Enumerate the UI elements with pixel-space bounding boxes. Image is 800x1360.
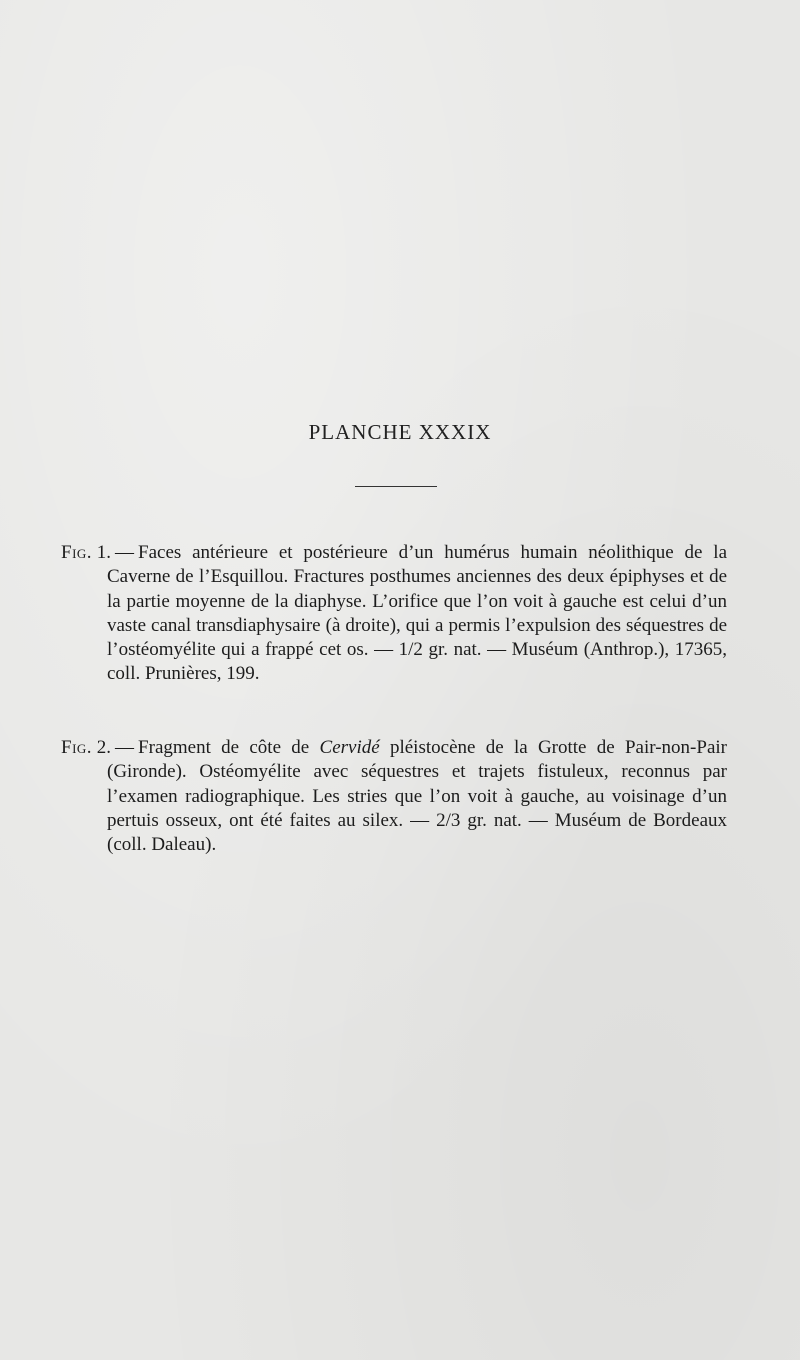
figure-number-2: 2. xyxy=(96,737,112,758)
figure-number-1: 1. xyxy=(96,542,112,563)
figure-label-1 xyxy=(61,541,111,565)
figure-label-2 xyxy=(61,736,111,760)
plate-title: PLANCHE XXXIX xyxy=(308,420,492,444)
figure-label-text-1: Fig. xyxy=(61,542,93,563)
figure-label-text-2: Fig. xyxy=(61,737,93,758)
figure-taxon-italic: Cervidé xyxy=(319,737,380,758)
figure-dash-1: — xyxy=(115,542,135,563)
figure-text-1: Faces antérieure et postérieure d’un humérus humain néolithique de la Caverne de l’Esquillou. Fractures posthumes anciennes des deux épiphyses et de la partie moyenne de la diaphyse. L’orifice que l’on voit à gauche est celui d’un vaste canal transdiaphysaire (à droite), qui a permis l’expulsion des séquestres de l’ostéomyélite qui a frappé cet os. — 1/2 gr. nat. — Muséum (Anthrop.), 17365, coll. Prunières, 199. xyxy=(107,542,727,685)
figure-text-2b: pléistocène de la Grotte de Pair-non-Pair (Gironde). Ostéomyélite avec séquestres et trajets fistuleux, reconnus par l’examen radiographique. Les stries que l’on voit à gauche, au voisinage d’un pertuis osseux, ont été faites au silex. — 2/3 gr. nat. — Muséum de Bordeaux (coll. Daleau). xyxy=(107,737,727,856)
title-divider xyxy=(355,486,437,487)
figure-caption-1 xyxy=(61,541,727,687)
figure-dash-2: — xyxy=(115,737,135,758)
figure-text-2a: Fragment de côte de xyxy=(138,737,320,758)
figure-caption-2 xyxy=(61,736,727,857)
